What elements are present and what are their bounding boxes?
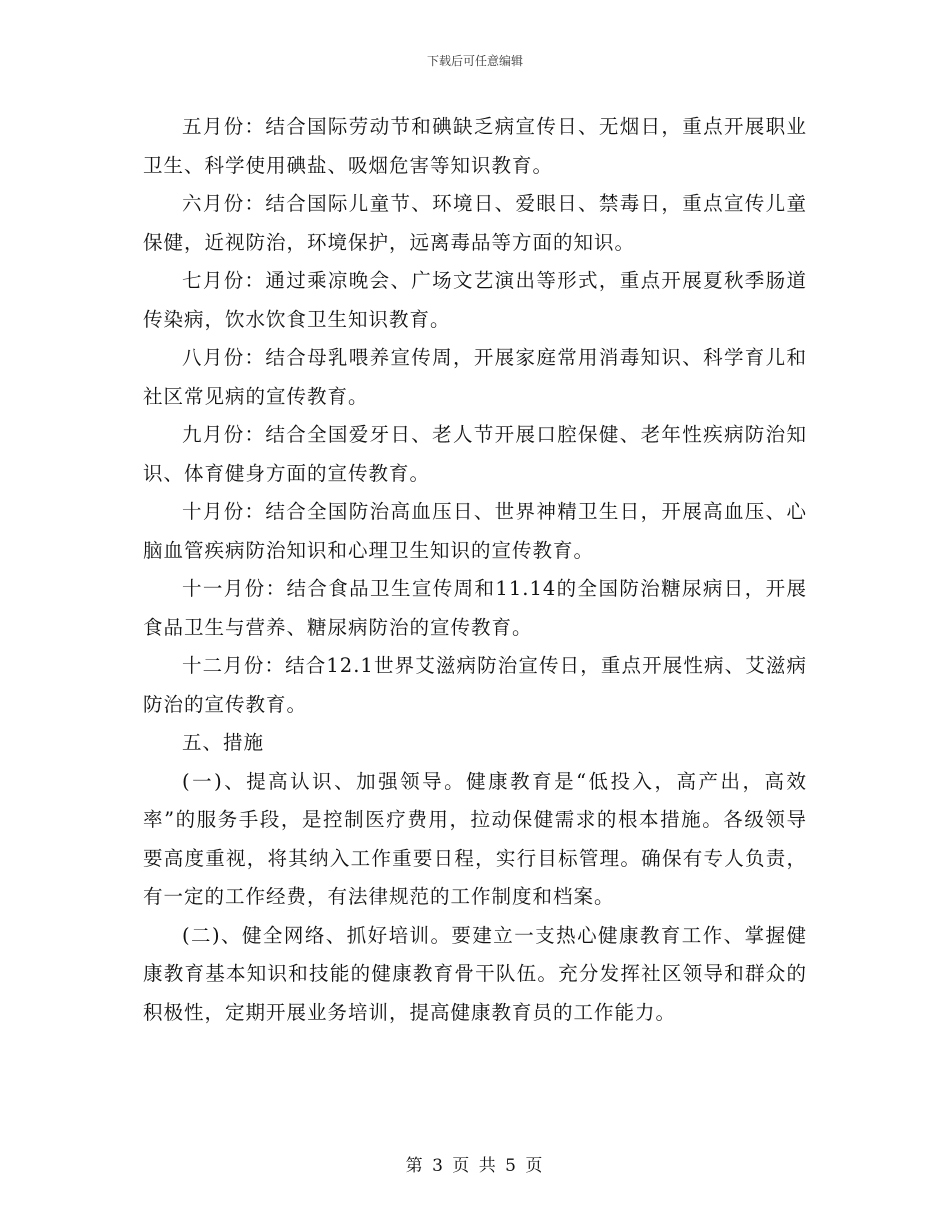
paragraph-december: 十二月份：结合12.1世界艾滋病防治宣传日，重点开展性病、艾滋病防治的宣传教育。 [143, 654, 807, 716]
document-body [143, 108, 807, 1032]
paragraph-measure-1: (一)、提高认识、加强领导。健康教育是“低投入，高产出，高效率”的服务手段，是控制医疗费用，拉动保健需求的根本措施。各级领导要高度重视，将其纳入工作重要日程，实行目标管理。确保有专人负责，有一定的工作经费，有法律规范的工作制度和档案。 [143, 769, 807, 908]
section-heading-measures: 五、措施 [182, 731, 265, 754]
page-header: 下载后可任意编辑 [426, 54, 523, 68]
paragraph-november: 十一月份：结合食品卫生宣传周和11.14的全国防治糖尿病日，开展食品卫生与营养、糖尿病防治的宣传教育。 [143, 577, 807, 639]
paragraph-august: 八月份：结合母乳喂养宣传周，开展家庭常用消毒知识、科学育儿和社区常见病的宣传教育。 [143, 346, 807, 408]
paragraph-july: 七月份：通过乘凉晚会、广场文艺演出等形式，重点开展夏秋季肠道传染病，饮水饮食卫生知识教育。 [143, 269, 807, 331]
paragraph-measure-2: (二)、健全网络、抓好培训。要建立一支热心健康教育工作、掌握健康教育基本知识和技能的健康教育骨干队伍。充分发挥社区领导和群众的积极性，定期开展业务培训，提高健康教育员的工作能力。 [143, 923, 807, 1024]
page-number-footer: 第 3 页 共 5 页 [405, 1156, 545, 1176]
paragraph-may: 五月份：结合国际劳动节和碘缺乏病宣传日、无烟日，重点开展职业卫生、科学使用碘盐、吸烟危害等知识教育。 [143, 115, 807, 177]
paragraph-september: 九月份：结合全国爱牙日、老人节开展口腔保健、老年性疾病防治知识、体育健身方面的宣传教育。 [143, 423, 807, 485]
paragraph-october: 十月份：结合全国防治高血压日、世界神精卫生日，开展高血压、心脑血管疾病防治知识和心理卫生知识的宣传教育。 [143, 500, 807, 562]
paragraph-june: 六月份：结合国际儿童节、环境日、爱眼日、禁毒日，重点宣传儿童保健，近视防治，环境保护，远离毒品等方面的知识。 [143, 192, 807, 254]
